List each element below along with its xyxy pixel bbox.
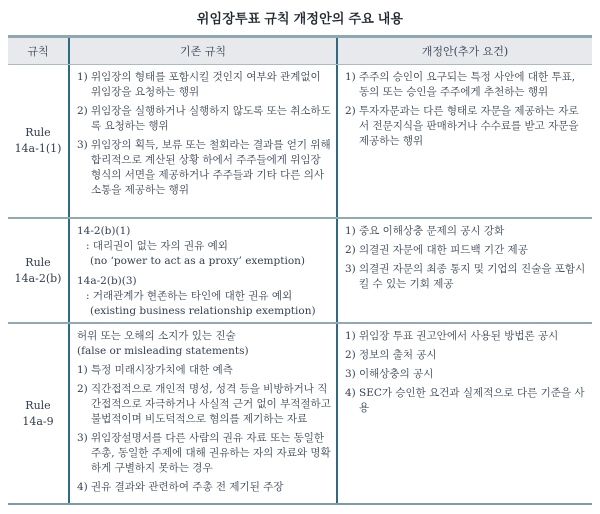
- list-item: [345, 348, 587, 363]
- item-number: 2): [77, 105, 88, 117]
- existing-rule-cell: [68, 219, 336, 322]
- intro-text: 허위 또는 오해의 소지가 있는 진술: [77, 330, 236, 342]
- item-number: 1): [77, 364, 88, 376]
- item-text: 권유 결과와 관련하여 주총 전 제기된 주장: [91, 481, 284, 493]
- exemption-code: 14-2(b)(1): [77, 225, 131, 237]
- item-number: 3): [345, 263, 356, 275]
- rule-label-14a-2b: [8, 219, 68, 322]
- item-text: 위임장 투표 권고안에서 사용된 방법론 공시: [359, 330, 559, 342]
- rule-word: Rule: [25, 255, 51, 269]
- item-text: 위임장의 획득, 보류 또는 철회라는 결과를 얻기 위해 합리적으로 계산된 상황 하에서 주주들에게 위임장 형식의 서면을 제공하거나 주주들과 기타 다른 의사소통을 제공하는 행위: [91, 139, 331, 196]
- item-text: SEC가 승인한 요건과 실제적으로 다른 기준을 사용: [359, 387, 585, 414]
- item-number: 3): [345, 368, 356, 380]
- item-text: 투자자문과는 다른 형태로 자문을 제공하는 자로서 전문지식을 판매하거나 수수료를 받고 자문을 제공하는 행위: [359, 105, 579, 147]
- list-item: [345, 224, 587, 239]
- page-title: 위임장투표 규칙 개정안의 주요 내용: [196, 11, 404, 26]
- list-item: [77, 104, 331, 134]
- table-row: [8, 217, 592, 322]
- exemption-english: (no ‘power to act as a proxy’ exemption): [90, 255, 305, 267]
- list-item: [77, 138, 331, 198]
- amendment-cell: [336, 65, 592, 217]
- rule-label-14a-1: [8, 65, 68, 217]
- item-number: 2): [345, 349, 356, 361]
- item-text: 의결권 자문의 최종 통지 및 기업의 진술을 포함시킬 수 있는 기회 제공: [359, 263, 586, 290]
- list-item: [345, 329, 587, 344]
- header-existing-rule: 기존 규칙: [68, 38, 336, 64]
- table-row: [8, 65, 592, 217]
- list-item: [345, 243, 587, 258]
- rule-number: 14a-9: [22, 414, 54, 428]
- item-number: 3): [77, 139, 88, 151]
- item-text: 특정 미래시장가치에 대한 예측: [91, 364, 233, 376]
- rule-word: Rule: [25, 398, 51, 412]
- header-rule: 규칙: [27, 45, 49, 58]
- item-number: 4): [345, 387, 356, 399]
- list-item: [77, 70, 331, 100]
- list-item: [345, 70, 587, 100]
- intro-text-english: (false or misleading statements): [77, 345, 249, 357]
- existing-rule-cell: [68, 65, 336, 217]
- item-number: 2): [77, 383, 88, 395]
- list-item: [345, 262, 587, 292]
- item-text: 위임장의 형태를 포함시킬 것인지 여부와 관계없이 위임장을 요청하는 행위: [91, 71, 321, 98]
- amendment-cell: [336, 324, 592, 503]
- table-row: [8, 322, 592, 503]
- existing-rule-cell: [68, 324, 336, 503]
- item-text: 이해상충의 공시: [359, 368, 434, 380]
- list-item: [77, 382, 331, 427]
- amendment-cell: [336, 219, 592, 322]
- exemption-block: [77, 224, 331, 269]
- item-text: 위임장설명서를 다른 사람의 권유 자료 또는 동일한 주총, 동일한 주제에 대해 권유하는 자의 자료와 명확하게 구별하지 못하는 경우: [91, 432, 331, 474]
- item-number: 1): [345, 330, 356, 342]
- item-text: 정보의 출처 공시: [359, 349, 437, 361]
- item-number: 2): [345, 105, 356, 117]
- item-number: 1): [345, 225, 356, 237]
- rule-word: Rule: [25, 126, 51, 139]
- list-item: [77, 480, 331, 495]
- item-text: 위임장을 실행하거나 실행하지 않도록 또는 취소하도록 요청하는 행위: [91, 105, 331, 132]
- exemption-desc: : 대리권이 없는 자의 권유 예외: [86, 240, 228, 252]
- item-number: 1): [345, 71, 356, 83]
- item-number: 1): [77, 71, 88, 83]
- item-number: 2): [345, 244, 356, 256]
- item-number: 4): [77, 481, 88, 493]
- table-header-row: [8, 38, 592, 65]
- list-item: [77, 363, 331, 378]
- rules-table: [8, 35, 592, 505]
- exemption-english: (existing business relationship exemption): [90, 305, 316, 317]
- list-item: [345, 367, 587, 382]
- item-number: 3): [77, 432, 88, 444]
- item-text: 주주의 승인이 요구되는 특정 사안에 대한 투표, 동의 또는 승인을 주주에게 추천하는 행위: [359, 71, 576, 98]
- item-text: 의결권 자문에 대한 피드백 기간 제공: [359, 244, 528, 256]
- list-item: [345, 386, 587, 416]
- exemption-block: [77, 274, 331, 319]
- exemption-code: 14a-2(b)(3): [77, 275, 137, 287]
- item-text: 중요 이해상충 문제의 공시 강화: [359, 225, 505, 237]
- rule-number: 14a-2(b): [14, 271, 62, 285]
- list-item: [77, 431, 331, 476]
- list-item: [345, 104, 587, 149]
- header-amendment: 개정안(추가 요건): [336, 38, 592, 64]
- item-text: 직간접적으로 개인적 명성, 성격 등을 비방하거나 직간접적으로 자극하거나 사실적 근거 없이 부적절하고 불법적이며 비도덕적으로 혐의를 제기하는 자료: [91, 383, 331, 425]
- rule-label-14a-9: [8, 324, 68, 503]
- exemption-desc: : 거래관계가 현존하는 타인에 대한 권유 예외: [86, 290, 293, 302]
- rule-number: 14a-1(1): [14, 142, 62, 155]
